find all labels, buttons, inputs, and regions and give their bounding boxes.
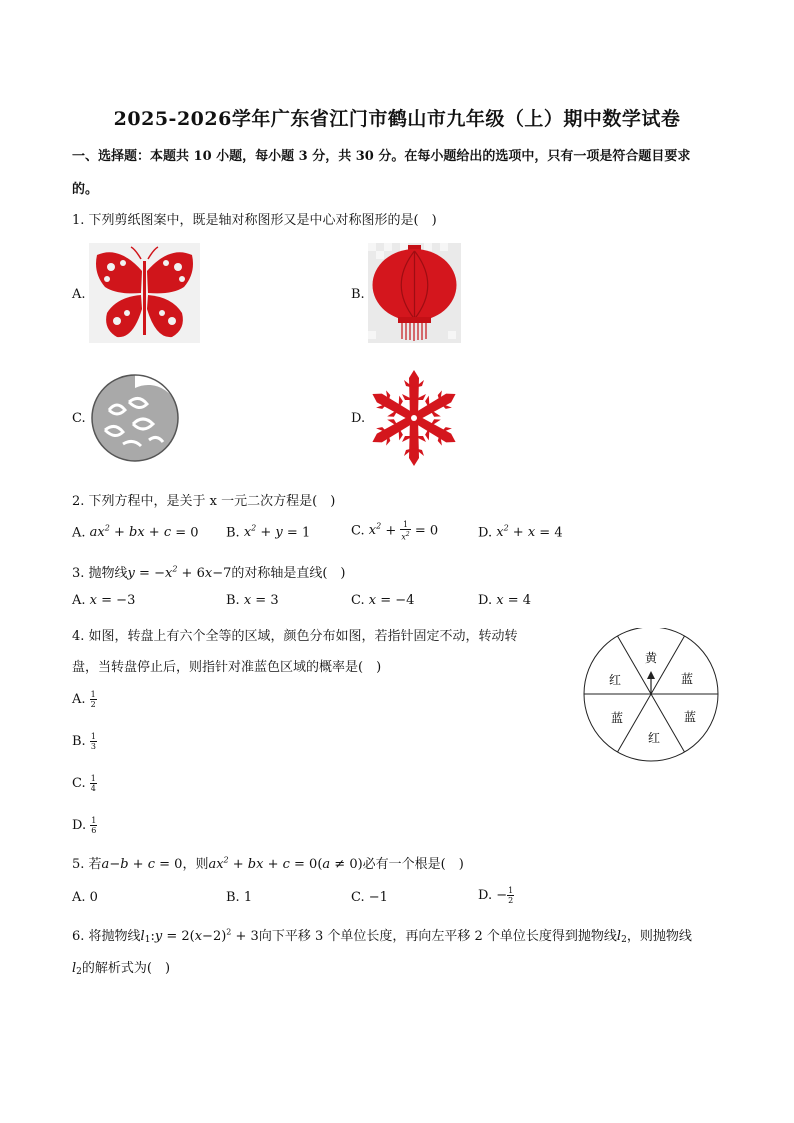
spinner-label-upper-left: 红 [608,673,622,687]
q6-stem-line2: $l_2$的解析式为( ) [72,961,171,977]
q1-option-c-label: C. [72,411,86,426]
q1-stem: 1. 下列剪纸图案中，既是轴对称图形又是中心对称图形的是( ) [72,213,437,228]
q4-stem-line2: 盘，当转盘停止后，则指针对准蓝色区域的概率是( ) [72,660,382,675]
q2-option-a: A. $ax^2$ + bx + c = 0 [72,524,199,541]
q2-option-b: B. $x^2 + y = 1$ [226,524,311,541]
q4-stem-line1: 4. 如图，转盘上有六个全等的区域，颜色分布如图，若指针固定不动，转动转 [72,629,518,644]
q4-option-a: A. $\frac{1}{2}$ [72,690,96,709]
q5-option-b: B. 1 [226,890,253,905]
snowflake-papercut-icon [368,368,460,468]
q3-option-b: B. x = 3 [226,593,279,608]
q5-option-a: A. 0 [72,890,98,905]
spinner-label-lower-left: 蓝 [610,711,624,725]
lantern-papercut-icon [368,243,461,343]
q4-option-b: B. $\frac{1}{3}$ [72,732,96,751]
q3-option-d: D. x = 4 [478,593,532,608]
spinner-label-upper-right: 蓝 [680,672,694,686]
q1-option-a-label: A. [72,287,86,302]
q5-option-c: C. −1 [351,890,388,905]
spinner-diagram [576,628,726,768]
page-title: 2025-2026学年广东省江门市鹤山市九年级（上）期中数学试卷 [113,108,681,130]
butterfly-papercut-icon [89,243,200,343]
q3-option-c: C. x = −4 [351,593,415,608]
spinner-label-bottom: 红 [647,731,661,745]
q1-option-b-label: B. [351,287,365,302]
q2-option-c: C. $x^2$ + $\frac{1}{x^2}$ = 0 [351,520,439,542]
section-heading-line2: 的。 [72,182,99,197]
q5-option-d: D. − $\frac{1}{2}$ [478,886,514,905]
spinner-label-top: 黄 [644,651,658,665]
section-heading-line1: 一、选择题：本题共 10 小题，每小题 3 分，共 30 分。在每小题给出的选项中，只有一项是符合题目要求 [72,149,691,164]
q5-stem: 5. 若a−b + c = 0，则$ax^2$ + bx + c = 0(a ≠ 0)必有一个根是( ) [72,855,464,872]
q3-option-a: A. x = −3 [72,593,136,608]
q4-option-d: D. $\frac{1}{6}$ [72,816,97,835]
q4-option-c: C. $\frac{1}{4}$ [72,774,96,793]
q1-option-d-label: D. [351,411,366,426]
cloud-swirl-papercut-icon [89,372,181,464]
q2-option-d: D. $x^2 + x = 4$ [478,524,563,541]
q3-stem: 3. 抛物线$y = -x^2 + 6x-7$的对称轴是直线( ) [72,564,346,581]
q2-stem: 2. 下列方程中，是关于 x 一元二次方程是( ) [72,494,336,509]
spinner-label-lower-right: 蓝 [683,710,697,724]
q6-stem-line1: 6. 将抛物线$l_1:y = 2(x-2)^2 + 3$向下平移 3 个单位长度，再向左平移 2 个单位长度得到抛物线$l_2$，则抛物线 [72,927,692,945]
